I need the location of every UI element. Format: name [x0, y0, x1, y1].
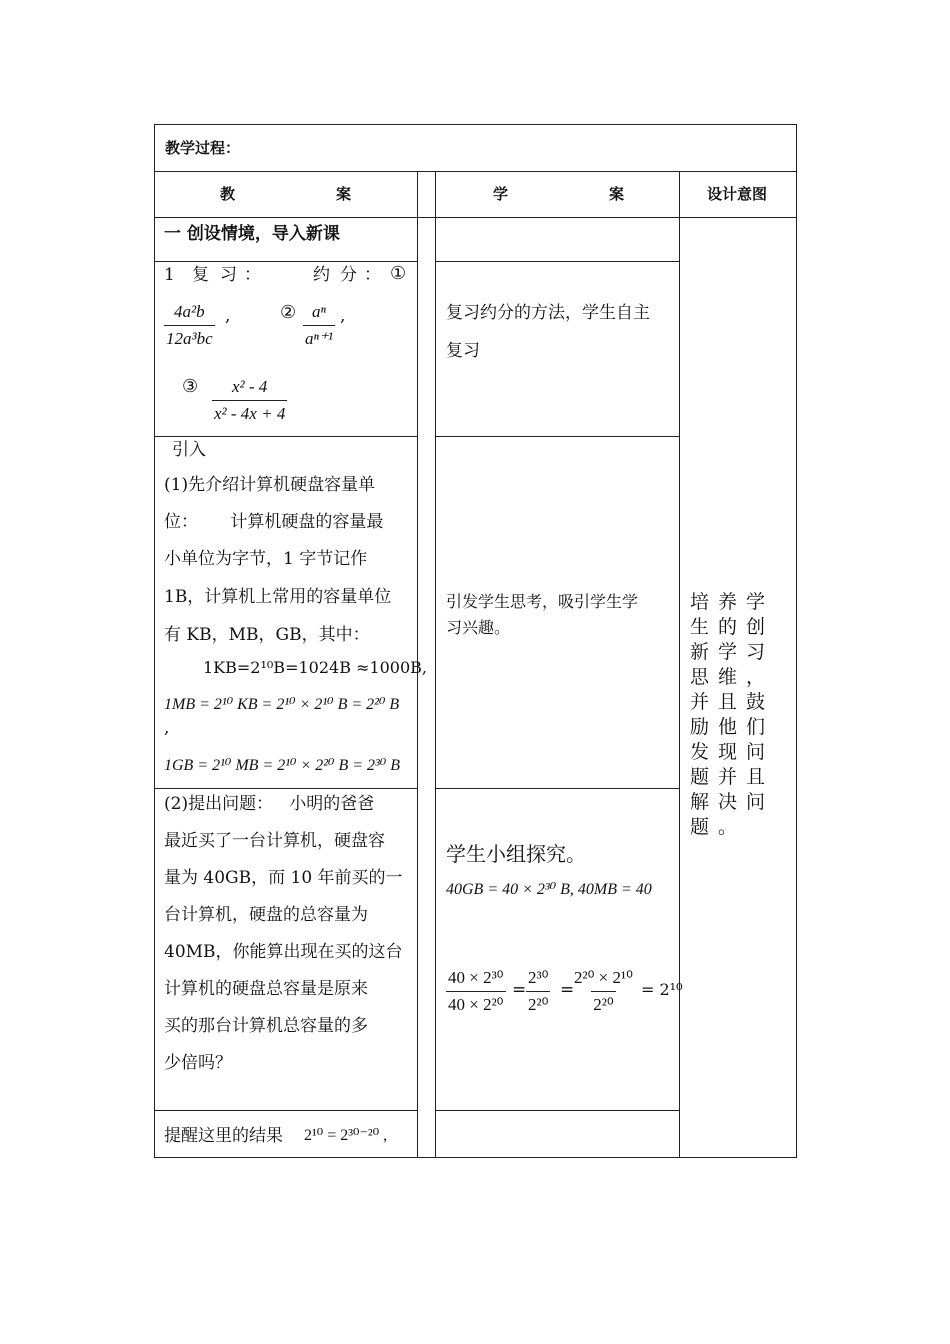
reminder-text: 提醒这里的结果: [164, 1126, 283, 1146]
student-fraction-2-numerator: 2³⁰: [528, 968, 549, 987]
student-fraction-2: [526, 968, 550, 1015]
intro-equation-gb: 1GB = 2¹⁰ MB = 2¹⁰ × 2²⁰ B = 2³⁰ B: [164, 757, 401, 774]
intro-equation-mb: 1MB = 2¹⁰ KB = 2¹⁰ × 2¹⁰ B = 2²⁰ B: [164, 696, 400, 713]
circle-two: ②: [280, 302, 297, 323]
student-fraction-3-denominator: 2²⁰: [591, 991, 615, 1015]
teacher-plan-header-char1: 教: [220, 185, 236, 203]
row2-divider-left: [154, 436, 417, 437]
section-title: 一 创设情境，导入新课: [164, 224, 340, 244]
review-colon: ：: [244, 265, 261, 285]
design-intent-header: 设计意图: [707, 185, 768, 203]
question-line-7: 买的那台计算机总容量的多: [164, 1016, 368, 1036]
review-char-fu: 复: [192, 265, 209, 285]
fraction-2-denominator: aⁿ⁺¹: [303, 325, 335, 349]
question-line-5: 40MB，你能算出现在买的这台: [164, 942, 403, 962]
fraction-1-numerator: 4a²b: [174, 302, 205, 321]
intro-equation-kb: 1KB=2¹⁰B=1024B ≈1000B,: [203, 658, 427, 677]
student-plan-header-char1: 学: [493, 185, 509, 203]
equals-sign-2: =: [560, 980, 575, 1000]
review-student-line2: 复习: [446, 341, 480, 361]
question-line-8: 少倍吗？: [164, 1053, 232, 1073]
intro-equation-mb-comma: ,: [164, 718, 170, 738]
student-column-right: [679, 171, 680, 1158]
question-line-1: (2)提出问题： 小明的爸爸: [164, 794, 375, 814]
fraction-3-denominator: x² - 4x + 4: [212, 400, 287, 424]
fraction-2-comma: ,: [340, 306, 346, 326]
review-fraction-3: [212, 377, 287, 424]
header-divider: [154, 171, 797, 172]
question-line-2: 最近买了一台计算机，硬盘容: [164, 831, 385, 851]
student-group-explore: 学生小组探究。: [446, 842, 586, 866]
column-header-divider: [154, 217, 797, 218]
row1-divider-middle: [435, 261, 680, 262]
fraction-1-denominator: 12a³bc: [164, 325, 215, 349]
review-fraction-2: [303, 302, 335, 349]
fraction-2-numerator: aⁿ: [312, 302, 326, 321]
reminder-formula: 2¹⁰ = 2³⁰⁻²⁰ ,: [304, 1127, 388, 1144]
question-line-6: 计算机的硬盘总容量是原来: [164, 979, 368, 999]
intro-student-line2: 习兴趣。: [446, 618, 511, 637]
table-top-border: [154, 124, 797, 125]
review-char-xi: 习: [220, 265, 237, 285]
fraction-1-comma: ,: [225, 306, 231, 326]
student-fraction-2-denominator: 2²⁰: [526, 991, 550, 1015]
simplify-char-yue: 约: [313, 265, 330, 285]
student-column-left: [435, 171, 436, 1158]
equals-sign-1: =: [512, 980, 527, 1000]
intro-line-1: (1)先介绍计算机硬盘容量单: [164, 475, 376, 495]
student-plan-header-char2: 案: [609, 185, 625, 203]
student-fraction-3: [572, 968, 635, 1015]
design-intent-text: 培养学生的创新学习思维，并且鼓励他们发现问题并且解决问题。: [690, 591, 775, 838]
intro-line-5: 有 KB，MB，GB，其中：: [164, 625, 370, 645]
circle-three: ③: [182, 376, 199, 397]
student-fraction-3-numerator: 2²⁰ × 2¹⁰: [574, 968, 633, 987]
row2-divider-middle: [435, 436, 680, 437]
intro-student-line1: 引发学生思考，吸引学生学: [446, 592, 639, 611]
review-fraction-1: [164, 302, 215, 349]
simplify-char-fen: 分: [340, 265, 357, 285]
review-student-line1: 复习约分的方法，学生自主: [446, 303, 650, 323]
row3-divider-middle: [435, 788, 680, 789]
question-line-3: 量为 40GB，而 10 年前买的一: [164, 868, 403, 888]
intro-title: 引入: [172, 440, 206, 460]
student-fraction-1-numerator: 40 × 2³⁰: [448, 968, 504, 987]
row3-divider-left: [154, 788, 417, 789]
intro-line-3: 小单位为字节，1 字节记作: [164, 549, 368, 569]
student-result: = 2¹⁰: [641, 980, 683, 999]
table-right-border: [796, 124, 797, 1158]
simplify-colon: ：: [364, 265, 381, 285]
table-bottom-border: [154, 1157, 797, 1158]
question-line-4: 台计算机，硬盘的总容量为: [164, 905, 368, 925]
row4-divider-middle: [435, 1110, 680, 1111]
circle-one: ①: [390, 263, 407, 284]
student-fraction-1: [446, 968, 506, 1015]
row4-divider-left: [154, 1110, 417, 1111]
intro-line-2: 位： 计算机硬盘的容量最: [164, 512, 384, 532]
row1-divider-left: [154, 261, 417, 262]
table-left-border: [154, 124, 155, 1158]
student-fraction-1-denominator: 40 × 2²⁰: [446, 991, 506, 1015]
teaching-process-title: 教学过程：: [165, 139, 241, 157]
review-number: 1: [164, 265, 175, 285]
student-equation-gb-mb: 40GB = 40 × 2³⁰ B, 40MB = 40: [446, 881, 652, 898]
teacher-plan-header-char2: 案: [336, 185, 352, 203]
fraction-3-numerator: x² - 4: [232, 377, 268, 396]
intro-line-4: 1B，计算机上常用的容量单位: [164, 587, 392, 607]
